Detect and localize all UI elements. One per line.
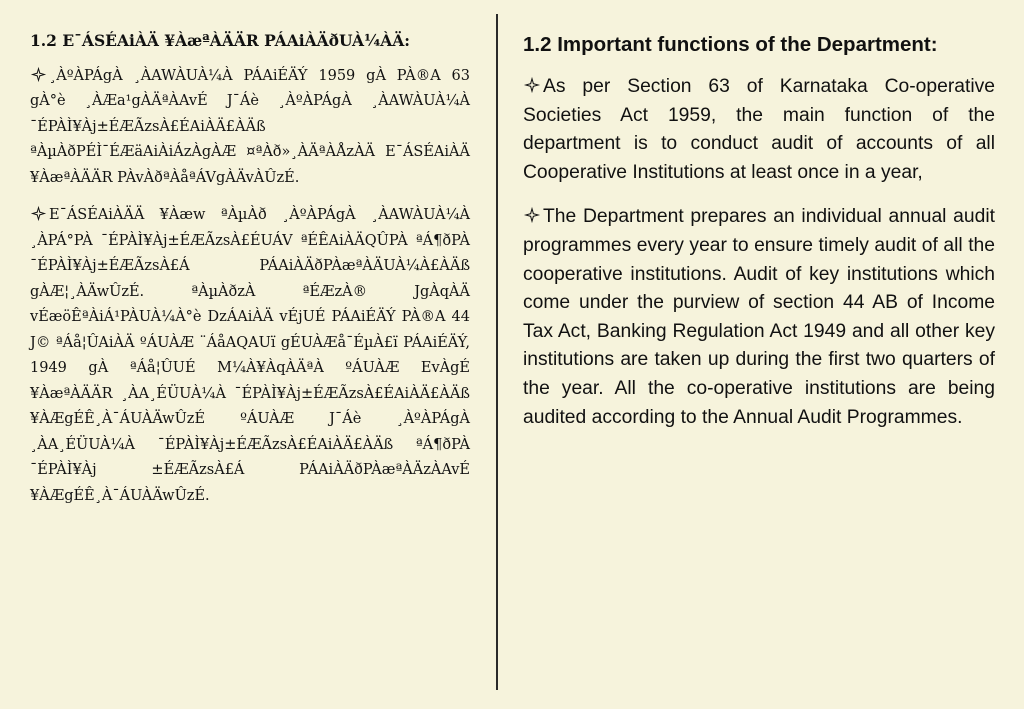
kannada-column [30,22,470,521]
english-column [523,30,995,448]
diamond-star-bullet-icon [30,66,47,83]
diamond-star-bullet-icon [523,206,541,224]
english-heading: 1.2 Important functions of the Department: [523,33,938,56]
kannada-heading: 1.2 E¯ÁSÉAiÀÄ ¥ÀæªÀÄÄR PÁAiÀÄðUÀ¼ÀÄ: [30,31,411,50]
diamond-star-bullet-icon [30,205,47,222]
english-paragraph-1 [523,73,995,187]
kannada-paragraph-1 [30,64,470,192]
kannada-paragraph-2-text: E¯ÁSÉAiÀÄÄ ¥Àæw ªÀµÀð ¸ÀºÀPÁgÀ ¸ÀAWÀUÀ¼À ¸ÀPÁ°PÀ ¯ÉPÀÌ¥Àj±ÉÆÃzsÀ£ÉUÁV ªÉÊAiÀÄQÛPÀ ªÁ¶ðPÀ ¯ÉPÀÌ¥Àj±ÉÆÃzsÀ£Á PÁAiÀÄðPÀæªÀÄUÀ¼À£ÀÄß gÀÆ¦¸ÀÄwÛzÉ. ªÀµÀðzÀ ªÉÆzÀ® JgÀqÀÄ vÉæöÊªÀiÁ¹PÀUÀ¼À°è DzÁAiÀÄ vÉjUÉ PÁAiÉÄÝ PÀ®A 44 J© ªÁå¦ÛAiÀÄ ºÁUÀÆ ¨ÁåAQAUï gÉUÀÆå¯ÉµÀ£ï PÁAiÉÄÝ, 1949 gÀ ªÁå¦ÛUÉ M¼À¥ÀqÀÄªÀ ºÁUÀÆ EvÀgÉ ¥ÀæªÀÄÄR ¸ÀA¸ÉÜUÀ¼À ¯ÉPÀÌ¥Àj±ÉÆÃzsÀ£ÉAiÀÄ£ÀÄß ¥ÀÆgÉÊ¸À¯ÁUÀÄwÛzÉ ºÁUÀÆ J¯Áè ¸ÀºÀPÁgÀ ¸ÀA¸ÉÜUÀ¼À ¯ÉPÀÌ¥Àj±ÉÆÃzsÀ£ÉAiÀÄ£ÀÄß ªÁ¶ðPÀ ¯ÉPÀÌ¥Àj ±ÉÆÃzsÀ£Á PÁAiÀÄðPÀæªÀÄzÀAvÉ ¥ÀÆgÉÊ¸À¯ÁUÀÄwÛzÉ. [30,207,470,504]
english-paragraph-1-text: As per Section 63 of Karnataka Co-operative Societies Act 1959, the main function of the department is to conduct audit of accounts of all Cooperative Institutions at least once in a year, [523,76,995,183]
kannada-paragraph-2 [30,203,470,509]
diamond-star-bullet-icon [523,76,541,94]
english-paragraph-2 [523,203,995,432]
column-divider [496,14,498,690]
kannada-paragraph-1-text: ¸ÀºÀPÁgÀ ¸ÀAWÀUÀ¼À PÁAiÉÄÝ 1959 gÀ PÀ®A 63 gÀ°è ¸ÀÆa¹gÀÄªÀAvÉ J¯Áè ¸ÀºÀPÁgÀ ¸ÀAWÀUÀ¼À ¯ÉPÀÌ¥Àj±ÉÆÃzsÀ£ÉAiÀÄ£ÀÄß ªÀµÀðPÉÌ¯ÉÆäAiÀiÁzÀgÀÆ ¤ªÀð»¸ÀÄªÀÅzÀÄ E¯ÁSÉAiÀÄ ¥ÀæªÀÄÄR PÀvÀðªÀåªÁVgÀÄvÀÛzÉ. [30,67,470,186]
english-paragraph-2-text: The Department prepares an individual annual audit programmes every year to ensure timely audit of all the cooperative institutions. Audit of key institutions which come under the purview of section 44 AB of Income Tax Act, Banking Regulation Act 1949 and all other key institutions are taken up during the first two quarters of the year. All the co-operative institutions are being audited according to the Annual Audit Programmes. [523,206,995,428]
